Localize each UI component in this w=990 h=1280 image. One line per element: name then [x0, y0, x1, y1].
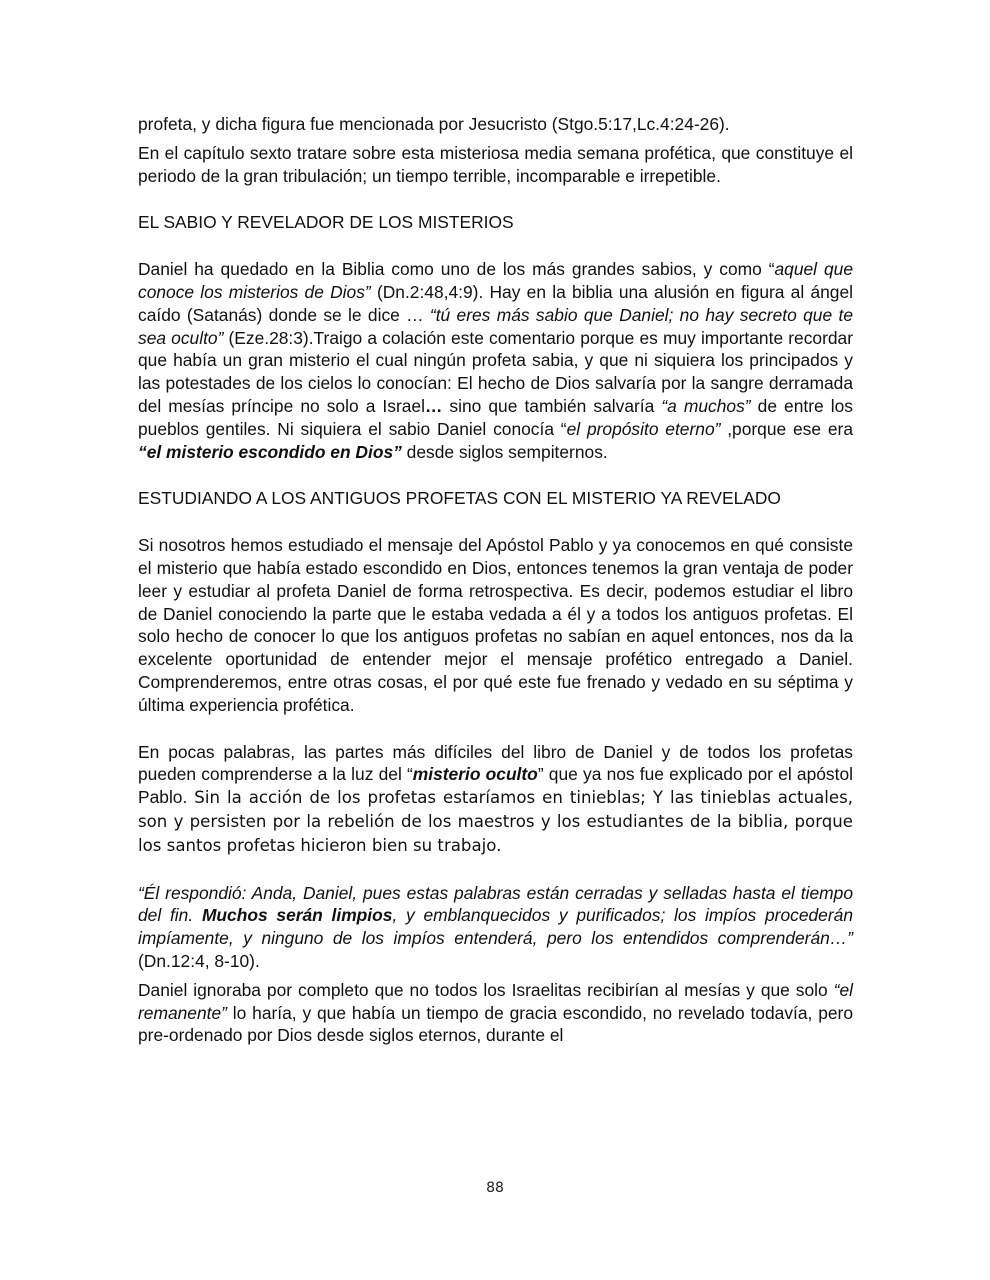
bold-italic-quote: “el misterio escondido en Dios” — [138, 441, 402, 462]
italic-quote: “Él respondió: Anda, Daniel, pues estas palabras están cerradas y selladas hasta el tiempo del fin. — [138, 882, 853, 926]
section-heading-estudiando: ESTUDIANDO A LOS ANTIGUOS PROFETAS CON EL MISTERIO YA REVELADO — [138, 488, 781, 509]
bold-italic-term: misterio oculto — [412, 764, 538, 785]
page-number: 88 — [486, 1180, 504, 1196]
italic-quote: “tú eres más sabio que Daniel; no hay secreto que te sea oculto” — [138, 304, 853, 348]
scripture-quote — [138, 882, 853, 973]
text-run: lo haría, y que había un tiempo de gracia escondido, no revelado todavía, pero pre-ordenado por Dios desde siglos eternos, durante el — [138, 1002, 853, 1046]
italic-quote: el propósito eterno” — [566, 418, 721, 439]
text-run: En pocas palabras, las partes más difíciles del libro de Daniel y de todos los profetas pueden comprenderse a la luz del “ — [138, 741, 853, 785]
text-run: ,porque ese era — [720, 418, 853, 439]
italic-quote: “el remanente” — [138, 979, 853, 1023]
page-body — [138, 113, 853, 1047]
text-run-alt-font: Sin la acción de los profetas estaríamos en tinieblas; Y las tinieblas actuales, son y persisten por la rebelión de los maestros y los estudiantes de la biblia, porque los santos profetas hicieron bien su trabajo. — [138, 788, 853, 855]
text-run: sino que también salvaría — [442, 395, 662, 416]
paragraph-remanente — [138, 979, 853, 1047]
paragraph-chapter-six: En el capítulo sexto tratare sobre esta misteriosa media semana profética, que constituye el periodo de la gran tribulación; un tiempo terrible, incomparable e irrepetible. — [138, 142, 853, 186]
text-run: (Dn.2:48,4:9). Hay en la biblia una alusión en figura al ángel caído (Satanás) donde se le dice … — [138, 281, 853, 325]
text-run: de entre los pueblos gentiles. Ni siquiera el sabio Daniel conocía “ — [138, 395, 853, 439]
text-run: Daniel ignoraba por completo que no todos los Israelitas recibirían al mesías y que solo — [138, 979, 834, 1000]
paragraph-intro: profeta, y dicha figura fue mencionada por Jesucristo (Stgo.5:17,Lc.4:24-26). — [138, 114, 730, 134]
italic-quote: “a muchos” — [661, 395, 751, 416]
text-run: ” que ya nos fue explicado por el apóstol Pablo. — [138, 764, 853, 808]
paragraph-pocas-palabras — [138, 741, 853, 858]
italic-quote: aquel que conoce los misterios de Dios” — [138, 259, 853, 302]
section-heading-sabio: EL SABIO Y REVELADOR DE LOS MISTERIOS — [138, 212, 514, 233]
paragraph-pablo: Si nosotros hemos estudiado el mensaje del Apóstol Pablo y ya conocemos en qué consiste el misterio que había estado escondido en Dios, entonces tenemos la gran ventaja de poder leer y estudiar al profeta Daniel de forma retrospectiva. Es decir, podemos estudiar el libro de Daniel conociendo la parte que le estaba vedada a él y a todos los antiguos profetas. El solo hecho de conocer lo que los antiguos profetas no sabían en aquel entonces, nos da la excelente oportunidad de entender mejor el mensaje profético entregado a Daniel. Comprenderemos, entre otras cosas, el por qué este fue frenado y vedado en su séptima y última experiencia profética. — [138, 535, 853, 715]
scripture-reference: (Dn.12:4, 8-10). — [138, 950, 260, 971]
text-run: (Eze.28:3).Traigo a colación este comentario porque es muy importante recordar que había un gran misterio el cual ningún profeta sabia, y que ni siquiera los principados y las potestades de los cielos lo conocían: El hecho de Dios salvaría por la sangre derramada del mesías príncipe no solo a Israel — [138, 327, 853, 416]
text-run: Daniel ha quedado en la Biblia como uno de los más grandes sabios, y como “ — [138, 259, 775, 280]
italic-quote: , y emblanquecidos y purificados; los impíos procederán impíamente, y ninguno de los impíos entenderá, pero los entendidos comprenderán…” — [138, 905, 853, 949]
bold-italic-phrase: Muchos serán limpios — [201, 905, 393, 926]
text-run: desde siglos sempiternos. — [401, 441, 608, 462]
bold-ellipsis: … — [424, 395, 443, 416]
paragraph-daniel-sabio — [138, 258, 853, 463]
